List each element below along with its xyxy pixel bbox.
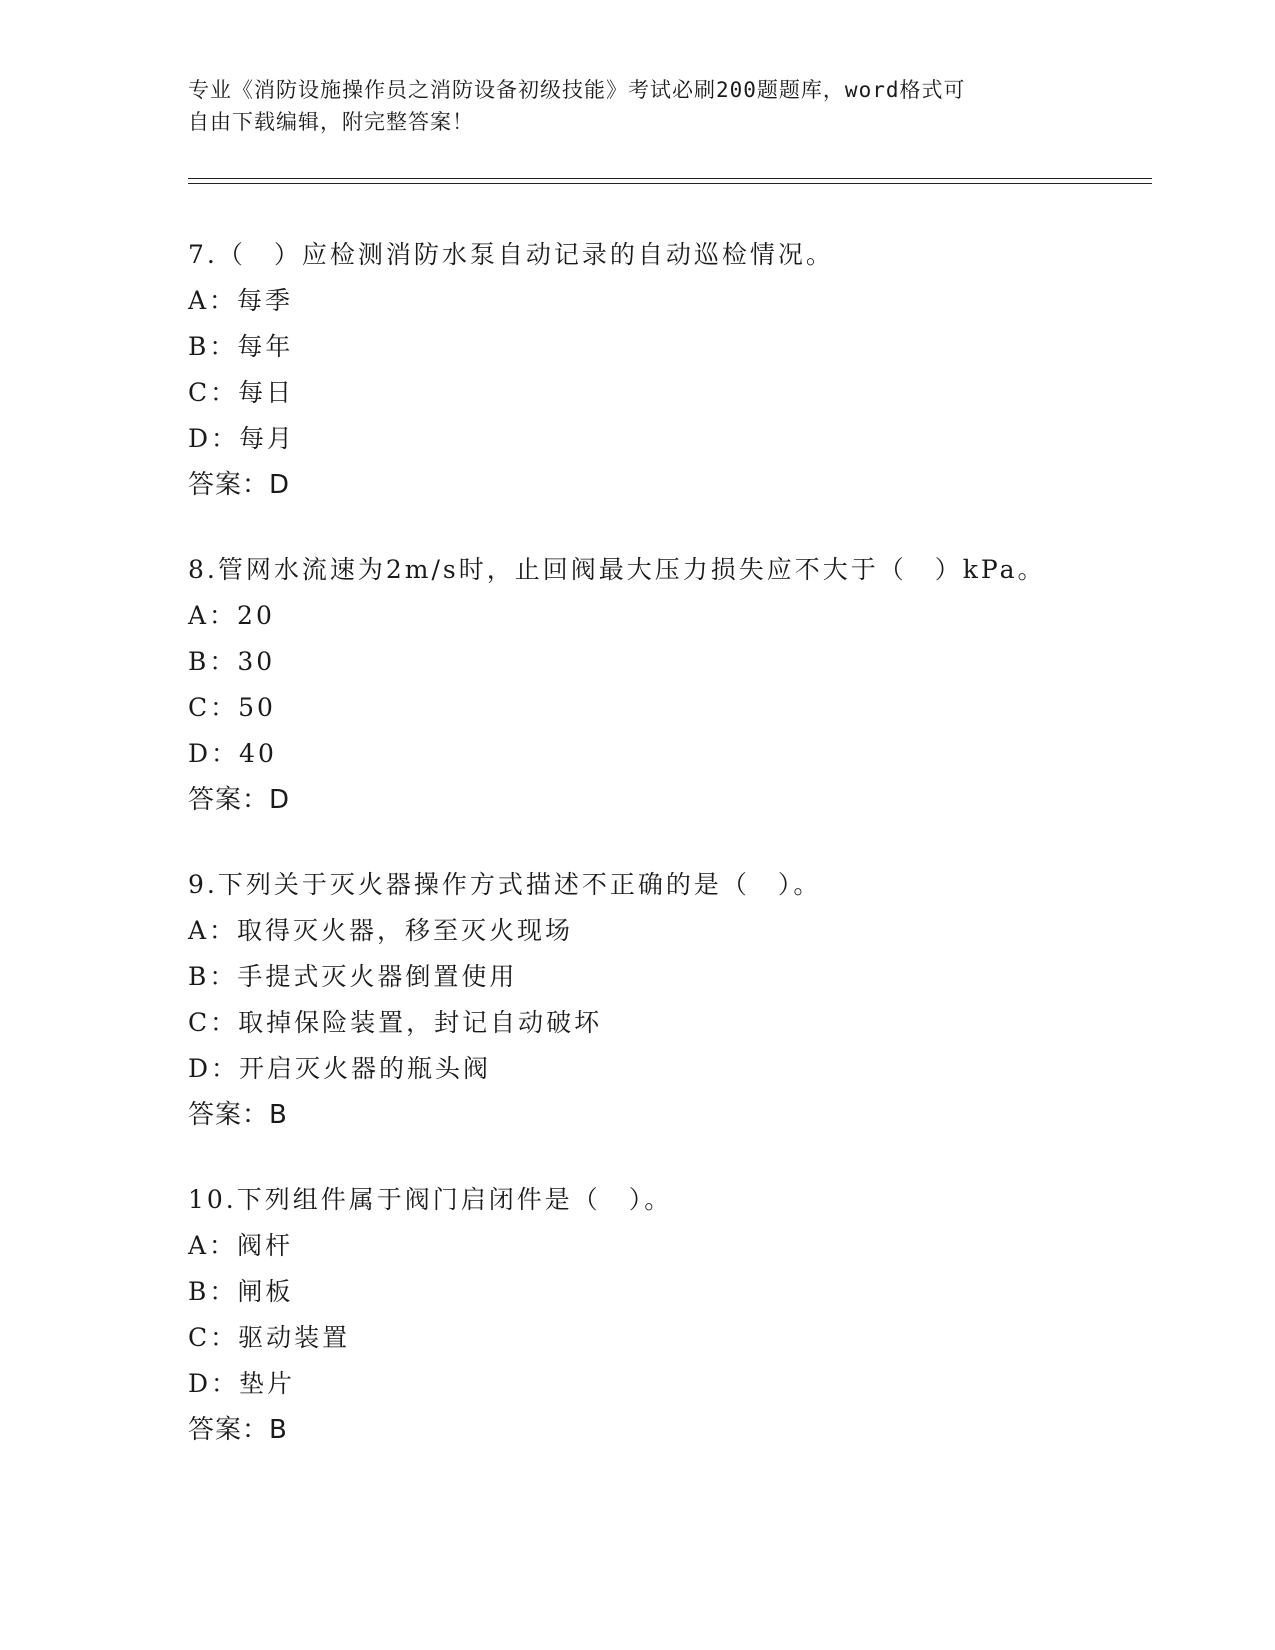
question-title: 10.下列组件属于阀门启闭件是（ ）。 (188, 1185, 673, 1214)
question-title: 7.（ ）应检测消防水泵自动记录的自动巡检情况。 (188, 240, 834, 269)
option-d: D：开启灭火器的瓶头阀 (188, 1054, 492, 1083)
option-b: B：手提式灭火器倒置使用 (188, 962, 518, 991)
option-a: A：阀杆 (188, 1231, 294, 1260)
answer: 答案：B (188, 1415, 288, 1445)
answer: 答案：D (188, 785, 291, 815)
option-d: D：40 (188, 739, 277, 768)
document-header (188, 74, 1088, 138)
option-a: A：取得灭火器，移至灭火现场 (188, 916, 574, 945)
option-c: C：取掉保险装置，封记自动破坏 (188, 1008, 603, 1037)
option-c: C：每日 (188, 378, 295, 407)
option-d: D：每月 (188, 424, 296, 453)
header-line-2: 自由下载编辑，附完整答案！ (188, 110, 474, 134)
header-divider-bottom (188, 183, 1152, 184)
header-divider-top (188, 178, 1152, 179)
option-c: C：50 (188, 693, 276, 722)
answer: 答案：B (188, 1100, 288, 1130)
option-c: C：驱动装置 (188, 1323, 351, 1352)
header-line-1: 专业《消防设施操作员之消防设备初级技能》考试必刷200题题库，word格式可 (188, 78, 966, 102)
option-b: B：闸板 (188, 1277, 294, 1306)
question-9 (188, 862, 1148, 1138)
question-7 (188, 232, 1148, 508)
option-b: B：30 (188, 647, 276, 676)
option-b: B：每年 (188, 332, 294, 361)
question-title: 8.管网水流速为2m/s时，止回阀最大压力损失应不大于（ ）kPa。 (188, 555, 1046, 584)
option-d: D：垫片 (188, 1369, 296, 1398)
answer: 答案：D (188, 470, 291, 500)
option-a: A：20 (188, 601, 275, 630)
question-8 (188, 547, 1148, 823)
question-10 (188, 1177, 1148, 1453)
option-a: A：每季 (188, 286, 294, 315)
question-title: 9.下列关于灭火器操作方式描述不正确的是（ ）。 (188, 870, 822, 899)
